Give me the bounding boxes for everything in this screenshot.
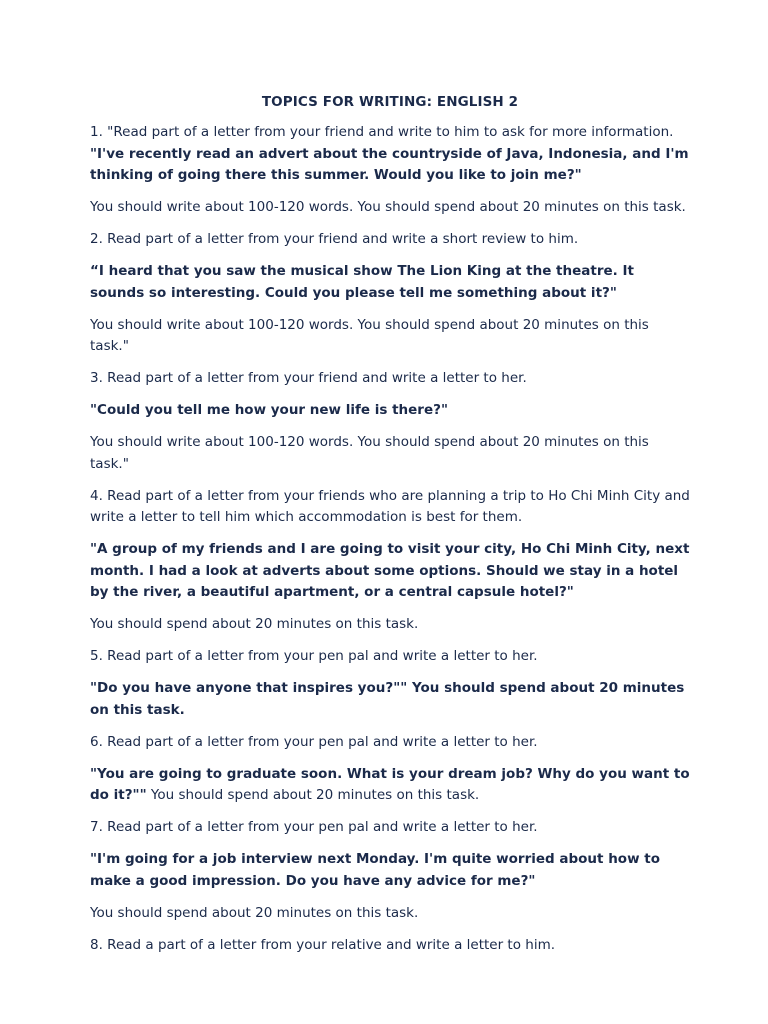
document-page <box>90 94 690 967</box>
topic-5-instruction: 5. Read part of a letter from your pen pal and write a letter to her. <box>90 648 538 664</box>
topic-2-instruction: 2. Read part of a letter from your friend and write a short review to him. <box>90 231 579 247</box>
document-title: TOPICS FOR WRITING: ENGLISH 2 <box>261 94 519 110</box>
topic-4-task: You should spend about 20 minutes on this task. <box>90 616 419 632</box>
topic-6-quote: "You are going to graduate soon. What is your dream job? Why do you want to do it?"" <box>90 765 690 803</box>
topic-2-quote: “I heard that you saw the musical show The Lion King at the theatre. It sounds so interesting. Could you please tell me something about it?" <box>90 263 634 301</box>
topic-4-quote: "A group of my friends and I are going to visit your city, Ho Chi Minh City, next month. I had a look at adverts about some options. Should we stay in a hotel by the river, a beautiful apartment, or a central capsule hotel?" <box>90 541 690 600</box>
topic-3-instruction: 3. Read part of a letter from your friend and write a letter to her. <box>90 370 527 386</box>
topic-1-quote: "I've recently read an advert about the countryside of Java, Indonesia, and I'm thinking of going there this summer. Would you like to join me?" <box>90 145 689 183</box>
topic-3-task: You should write about 100-120 words. You should spend about 20 minutes on this task." <box>90 434 649 472</box>
topic-1 <box>90 122 690 187</box>
topic-4-instruction: 4. Read part of a letter from your friends who are planning a trip to Ho Chi Minh City and write a letter to tell him which accommodation is best for them. <box>90 487 690 525</box>
topic-6-instruction: 6. Read part of a letter from your pen pal and write a letter to her. <box>90 733 538 750</box>
topic-1-instruction: 1. "Read part of a letter from your friend and write to him to ask for more information. <box>90 124 674 140</box>
topic-7-task: You should spend about 20 minutes on this task. <box>90 904 419 921</box>
topic-2-task: You should write about 100-120 words. You should spend about 20 minutes on this task." <box>90 316 649 354</box>
topic-3-quote: "Could you tell me how your new life is there?" <box>90 402 448 418</box>
topic-8-instruction: 8. Read a part of a letter from your relative and write a letter to him. <box>90 936 556 953</box>
topic-7-quote: "I'm going for a job interview next Monday. I'm quite worried about how to make a good impression. Do you have any advice for me?" <box>90 851 660 889</box>
topic-7-instruction: 7. Read part of a letter from your pen pal and write a letter to her. <box>90 819 538 835</box>
topic-6-body <box>90 764 690 807</box>
topic-1-task: You should write about 100-120 words. You should spend about 20 minutes on this task. <box>90 199 686 215</box>
topic-5-quote: "Do you have anyone that inspires you?"" You should spend about 20 minutes on this task. <box>90 680 685 718</box>
topic-6-task: You should spend about 20 minutes on this task. <box>146 787 480 803</box>
